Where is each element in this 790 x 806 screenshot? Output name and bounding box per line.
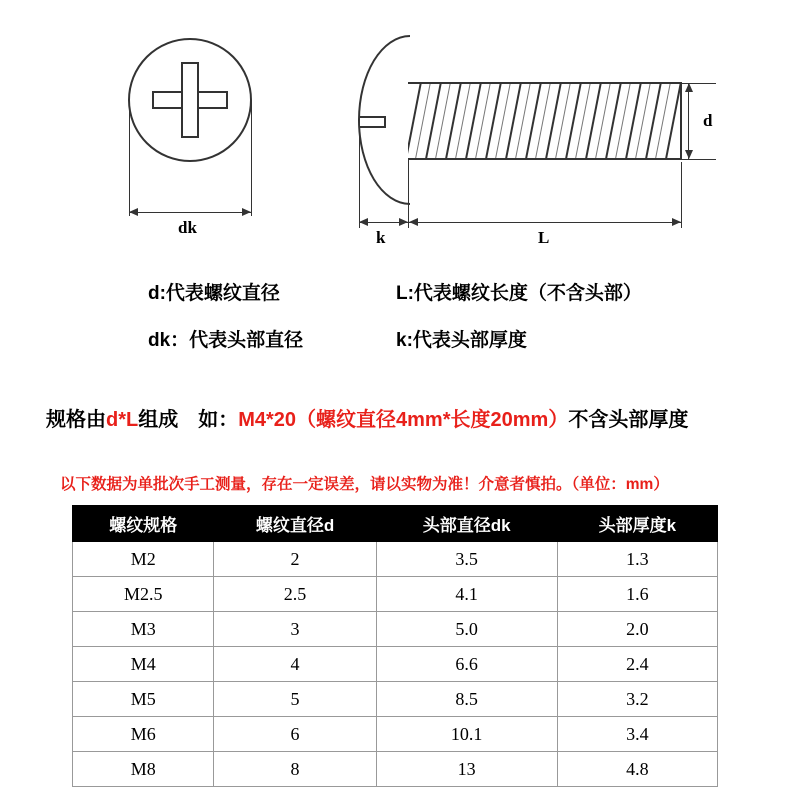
dk-arrow-right-icon <box>242 208 251 216</box>
column-header-head-thickness: 头部厚度k <box>557 506 717 542</box>
legend-row <box>0 278 790 305</box>
d-arrow-down-icon <box>685 150 693 159</box>
cell-thread-diameter: 6 <box>214 717 376 752</box>
table-row <box>73 647 718 682</box>
table-row <box>73 717 718 752</box>
dk-extension-line-left <box>129 100 130 216</box>
cell-thread-spec: M3 <box>73 612 214 647</box>
L-dimension-label: L <box>538 228 550 247</box>
legend-k-description: k:代表头部厚度 <box>396 330 527 351</box>
cell-head-thickness: 4.8 <box>557 752 717 787</box>
cell-head-diameter: 6.6 <box>376 647 557 682</box>
cell-thread-spec: M4 <box>73 647 214 682</box>
spec-part2: 组成 如： <box>138 409 239 431</box>
spec-part3: 不含头部厚度 <box>568 409 689 431</box>
k-arrow-left-icon <box>359 218 368 226</box>
cell-thread-diameter: 5 <box>214 682 376 717</box>
cell-head-thickness: 1.6 <box>557 577 717 612</box>
cell-head-diameter: 13 <box>376 752 557 787</box>
dk-extension-line-right <box>251 100 252 216</box>
column-header-thread-spec: 螺纹规格 <box>73 506 214 542</box>
column-header-head-diameter: 头部直径dk <box>376 506 557 542</box>
spec-highlight-example: M4*20（螺纹直径4mm*长度20mm） <box>238 409 569 431</box>
cell-head-diameter: 4.1 <box>376 577 557 612</box>
d-arrow-up-icon <box>685 83 693 92</box>
cell-head-thickness: 2.0 <box>557 612 717 647</box>
phillips-cross-center <box>183 93 197 107</box>
cell-thread-diameter: 2 <box>214 542 376 577</box>
legend-row <box>0 325 790 352</box>
dk-dimension-label: dk <box>178 218 197 237</box>
legend-dk-description: dk：代表头部直径 <box>148 330 304 351</box>
dk-dimension-line <box>129 212 251 213</box>
cell-head-diameter: 8.5 <box>376 682 557 717</box>
cell-head-thickness: 3.4 <box>557 717 717 752</box>
table-row <box>73 752 718 787</box>
cell-thread-spec: M2.5 <box>73 577 214 612</box>
cell-thread-spec: M8 <box>73 752 214 787</box>
column-header-thread-diameter: 螺纹直径d <box>214 506 376 542</box>
cell-head-diameter: 3.5 <box>376 542 557 577</box>
legend-L-description: L:代表螺纹长度（不含头部） <box>396 283 642 304</box>
cell-head-diameter: 5.0 <box>376 612 557 647</box>
cell-thread-diameter: 4 <box>214 647 376 682</box>
table-row <box>73 612 718 647</box>
screw-tip-edge <box>680 82 682 160</box>
cell-thread-diameter: 8 <box>214 752 376 787</box>
dk-arrow-left-icon <box>129 208 138 216</box>
table-row <box>73 542 718 577</box>
L-arrow-left-icon <box>409 218 418 226</box>
k-dimension-label: k <box>376 228 386 247</box>
cell-thread-diameter: 3 <box>214 612 376 647</box>
table-row <box>73 577 718 612</box>
d-dimension-line <box>688 83 689 159</box>
L-arrow-right-icon <box>672 218 681 226</box>
screw-threaded-shank <box>408 82 682 160</box>
cell-thread-spec: M2 <box>73 542 214 577</box>
legend-d-description: d:代表螺纹直径 <box>148 283 280 304</box>
table-row <box>73 682 718 717</box>
cell-head-thickness: 1.3 <box>557 542 717 577</box>
cell-thread-spec: M5 <box>73 682 214 717</box>
cell-thread-spec: M6 <box>73 717 214 752</box>
screw-recess-side-view <box>360 116 386 128</box>
k-arrow-right-icon <box>399 218 408 226</box>
measurement-disclaimer: 以下数据为单批次手工测量，存在一定误差，请以实物为准！介意者慎拍。（单位：mm） <box>60 476 669 493</box>
cell-head-diameter: 10.1 <box>376 717 557 752</box>
spec-highlight-dl: d*L <box>106 409 139 431</box>
cell-head-thickness: 3.2 <box>557 682 717 717</box>
table-header-row <box>73 506 718 542</box>
cell-thread-diameter: 2.5 <box>214 577 376 612</box>
legend-block <box>0 278 790 372</box>
k-extension-line-left <box>359 120 360 228</box>
L-dimension-line <box>408 222 681 223</box>
cell-head-thickness: 2.4 <box>557 647 717 682</box>
specification-table <box>72 505 718 787</box>
L-extension-line-right <box>681 162 682 228</box>
spec-format-line <box>46 403 688 432</box>
screw-diagram <box>0 0 790 265</box>
spec-part1: 规格由 <box>46 409 106 431</box>
d-dimension-label: d <box>703 111 713 130</box>
d-extension-line-bottom <box>682 159 716 160</box>
